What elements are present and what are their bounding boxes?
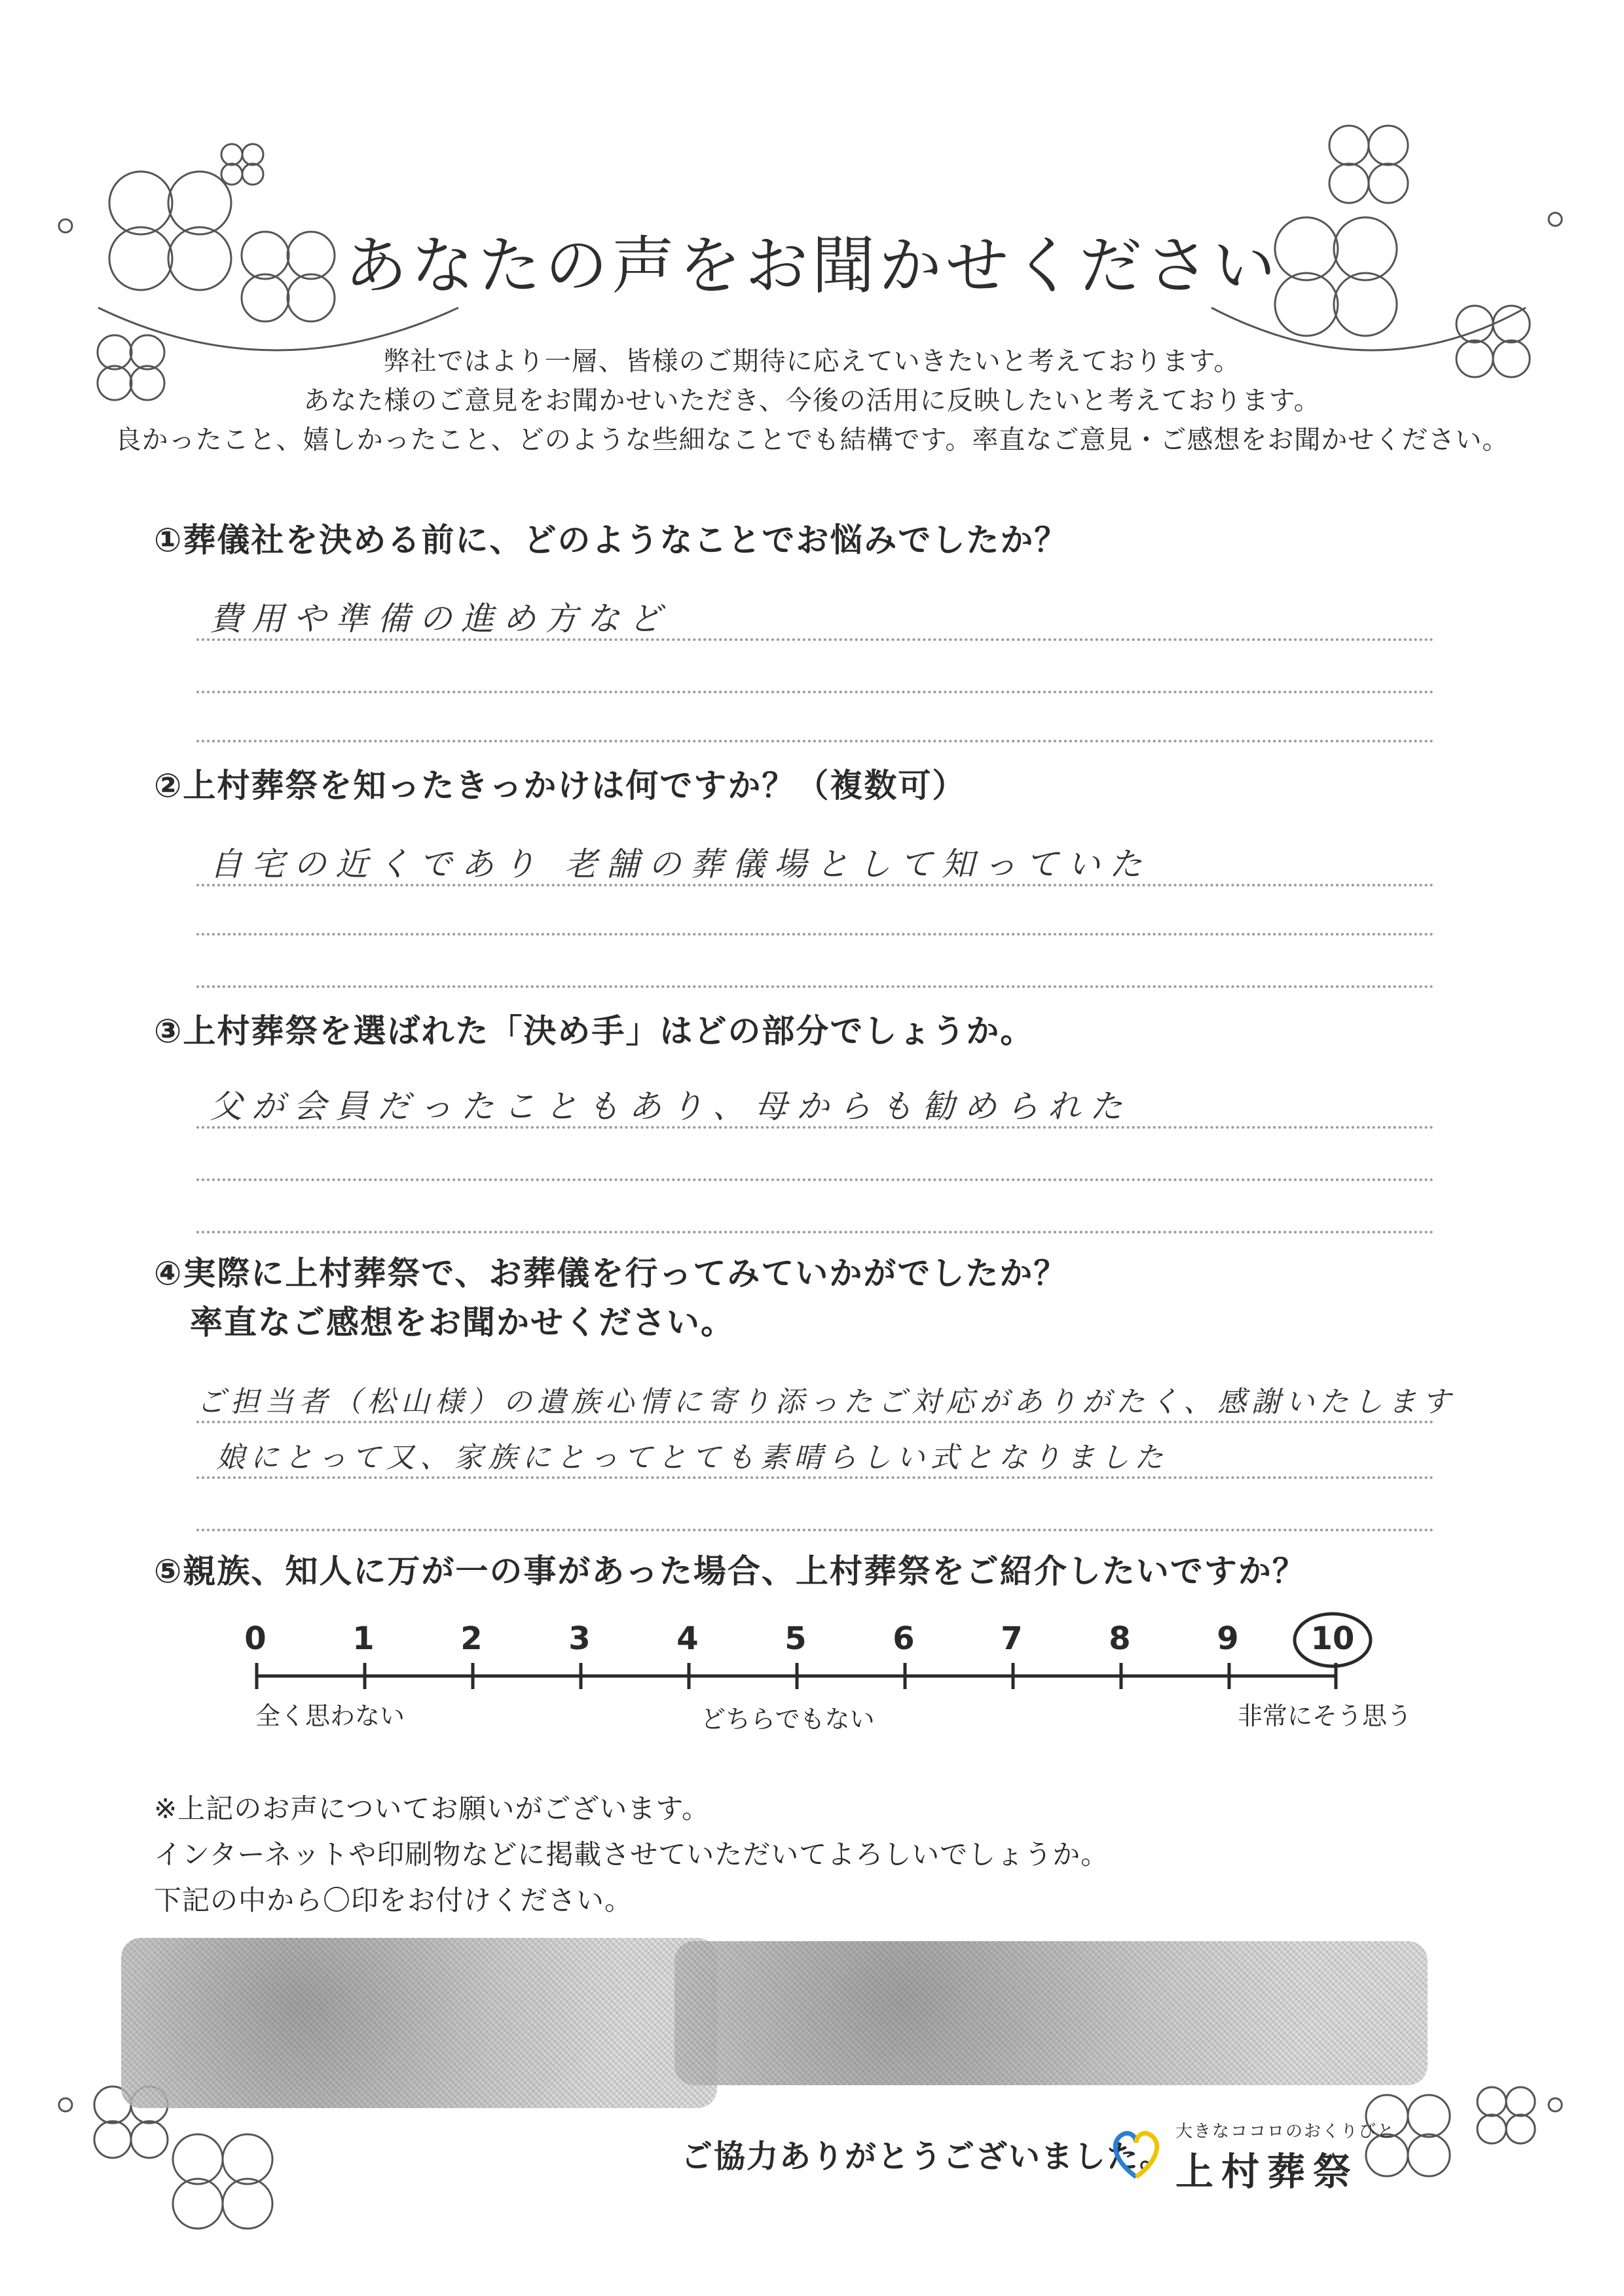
scale-tick[interactable]: 4 xyxy=(676,1620,699,1657)
scale-tick[interactable]: 0 xyxy=(244,1620,267,1657)
selection-circle xyxy=(1295,1614,1371,1666)
question-4-label: ④実際に上村葬祭で、お葬儀を行ってみていかがでしたか？ xyxy=(154,1254,1068,1292)
footer-thanks: ご協力ありがとうございました。 xyxy=(681,2138,1173,2175)
scale-tick[interactable]: 9 xyxy=(1217,1620,1239,1657)
intro-line-2: あなた様のご意見をお聞かせいただき、今後の活用に反映したいと考えております。 xyxy=(303,386,1321,416)
question-3-answer: 父が会員だったこともあり、母からも勧められた xyxy=(210,1087,1132,1125)
scale-tick[interactable]: 2 xyxy=(460,1620,483,1657)
question-2-answer: 自宅の近くであり 老舗の葬儀場として知っていた xyxy=(210,845,1151,883)
logo-name: 上村葬祭 xyxy=(1175,2149,1359,2194)
redacted-area-left xyxy=(121,1938,717,2108)
question-4-sublabel: 率直なご感想をお聞かせください。 xyxy=(190,1303,735,1341)
page-title: あなたの声をお聞かせください xyxy=(344,229,1280,302)
note-line-2: インターネットや印刷物などに掲載させていただいてよろしいでしょうか。 xyxy=(154,1838,1109,1870)
scale-middle-label: どちらでもない xyxy=(701,1705,875,1734)
note-line-1: ※上記のお声についてお願いがございます。 xyxy=(154,1793,710,1825)
scale-tick[interactable]: 1 xyxy=(352,1620,375,1657)
question-4-answer-1: ご担当者（松山様）の遺族心情に寄り添ったご対応がありがたく、感謝いたします xyxy=(196,1385,1456,1419)
scale-right-label: 非常にそう思う xyxy=(1238,1702,1412,1730)
question-3-label: ③上村葬祭を選ばれた「決め手」はどの部分でしょうか。 xyxy=(154,1012,1035,1050)
scale-left-label: 全く思わない xyxy=(255,1702,405,1730)
scale-tick[interactable]: 6 xyxy=(893,1620,915,1657)
scale-tick[interactable]: 3 xyxy=(568,1620,591,1657)
intro-line-1: 弊社ではより一層、皆様のご期待に応えていきたいと考えております。 xyxy=(383,346,1241,376)
question-1-label: ①葬儀社を決める前に、どのようなことでお悩みでしたか？ xyxy=(154,521,1069,559)
scale-tick[interactable]: 5 xyxy=(784,1620,807,1657)
scale-tick[interactable]: 8 xyxy=(1109,1620,1131,1657)
redacted-area-right xyxy=(674,1941,1428,2085)
logo-heart-icon xyxy=(1107,2124,1166,2183)
question-4-answer-2: 娘にとって又、家族にとってとても素晴らしい式となりました xyxy=(216,1441,1169,1474)
scale-tick-selected[interactable]: 10 xyxy=(1310,1620,1355,1657)
logo-tagline: 大きなココロのおくりびと xyxy=(1175,2122,1396,2141)
question-5-label: ⑤親族、知人に万が一の事があった場合、上村葬祭をご紹介したいですか？ xyxy=(154,1552,1306,1590)
question-2-label: ②上村葬祭を知ったきっかけは何ですか？（複数可） xyxy=(154,767,967,805)
note-line-3: 下記の中から〇印をお付けください。 xyxy=(154,1884,633,1916)
intro-line-3: 良かったこと、嬉しかったこと、どのような些細なことでも結構です。率直なご意見・ご感想をお聞かせください。 xyxy=(115,425,1509,455)
question-1-answer: 費用や準備の進め方など xyxy=(210,600,671,638)
scale-tick[interactable]: 7 xyxy=(1001,1620,1023,1657)
